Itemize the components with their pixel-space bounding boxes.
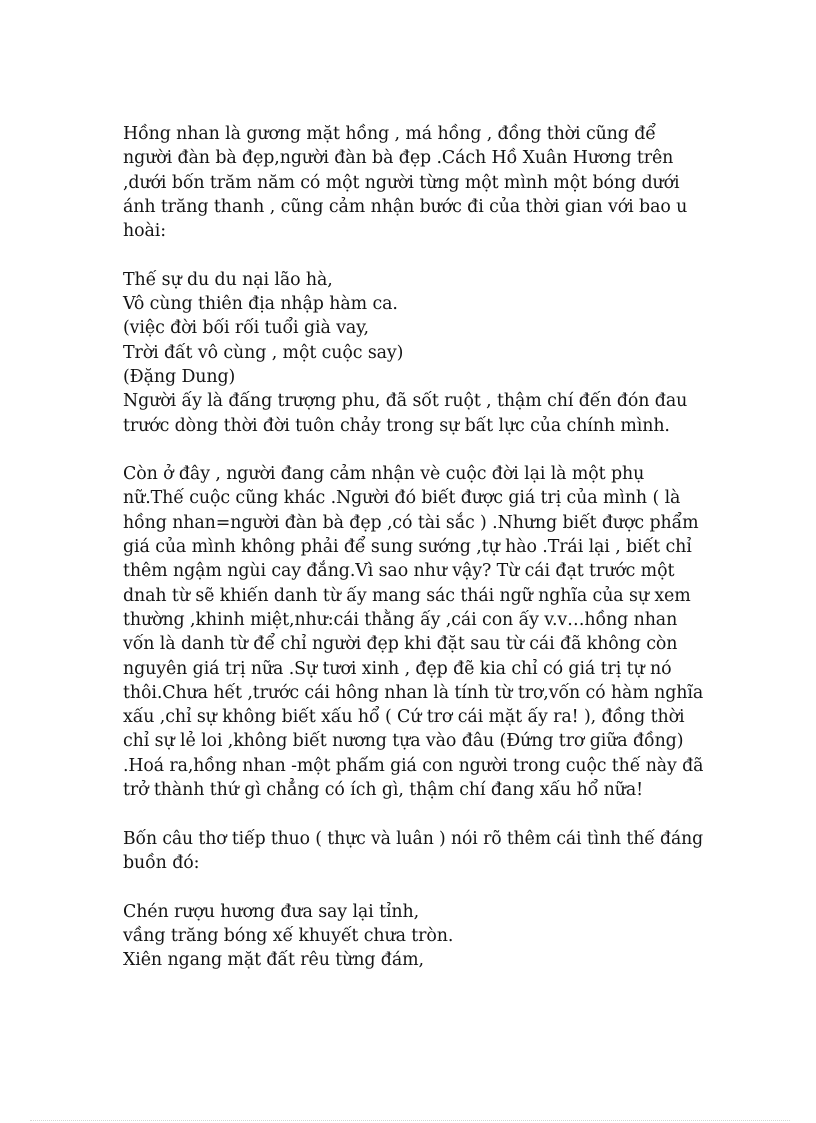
paragraph-transition <box>123 827 703 876</box>
text-line: thêm ngậm ngùi cay đắng.Vì sao như vậy? Từ cái đạt trước một <box>123 561 675 582</box>
text-line: buồn đó: <box>123 852 200 873</box>
paragraph-analysis <box>123 462 703 802</box>
paragraph-gap <box>123 438 703 462</box>
text-line: trở thành thứ gì chẳng có ích gì, thậm chí đang xấu hổ nữa! <box>123 780 643 801</box>
poem-translation-line: (việc đời bối rối tuổi già vay, <box>123 318 369 339</box>
paragraph-gap <box>123 243 703 267</box>
text-line: nữ.Thế cuộc cũng khác .Người đó biết được giá trị của mình ( là <box>123 488 681 509</box>
paragraph-gap <box>123 875 703 899</box>
text-line: Bốn câu thơ tiếp thuo ( thực và luân ) nói rõ thêm cái tình thế đáng <box>123 828 704 849</box>
text-line: xấu ,chỉ sự không biết xấu hổ ( Cứ trơ cái mặt ấy ra! ), đồng thời <box>123 707 685 728</box>
text-line: người đàn bà đẹp,người đàn bà đẹp .Cách Hồ Xuân Hương trên <box>123 148 674 169</box>
text-line: .Hoá ra,hồng nhan -một phẩm giá con người trong cuộc thế này đã <box>123 755 704 776</box>
text-line: giá của mình không phải để sung sướng ,tự hào .Trái lại , biết chỉ <box>123 537 692 558</box>
poem-line: vầng trăng bóng xế khuyết chưa tròn. <box>123 925 454 946</box>
paragraph-poem-excerpt <box>123 900 703 973</box>
text-line: nguyên giá trị nữa .Sự tươi xinh , đẹp đẽ kia chỉ có giá trị tự nó <box>123 658 672 679</box>
poem-author: (Đặng Dung) <box>123 366 236 387</box>
page-bottom-rule <box>30 1120 790 1121</box>
document-body <box>123 122 703 972</box>
text-line: thường ,khinh miệt,như:cái thằng ấy ,cái con ấy v.v…hồng nhan <box>123 609 678 630</box>
text-line: chỉ sự lẻ loi ,không biết nương tựa vào đâu (Đứng trơ giữa đồng) <box>123 731 684 752</box>
text-line: hồng nhan=người đàn bà đẹp ,có tài sắc ) .Nhưng biết được phẩm <box>123 512 699 533</box>
text-line: trước dòng thời đời tuôn chảy trong sự bất lực của chính mình. <box>123 415 670 436</box>
paragraph-gap <box>123 802 703 826</box>
text-line: thôi.Chưa hết ,trước cái hông nhan là tính từ trơ,vốn có hàm nghĩa <box>123 682 704 703</box>
poem-line: Xiên ngang mặt đất rêu từng đám, <box>123 950 424 971</box>
text-line: ,dưới bốn trăm năm có một người từng một mình một bóng dưới <box>123 172 680 193</box>
paragraph-poem-dang-dung <box>123 268 703 438</box>
text-line: Người ấy là đấng trượng phu, đã sốt ruột , thậm chí đến đón đau <box>123 391 688 412</box>
paragraph-intro <box>123 122 703 243</box>
poem-line: Chén rượu hương đưa say lại tỉnh, <box>123 901 420 922</box>
text-line: Hồng nhan là gương mặt hồng , má hồng , đồng thời cũng để <box>123 124 656 144</box>
poem-line: Vô cùng thiên địa nhập hàm ca. <box>123 294 398 315</box>
text-line: hoài: <box>123 221 166 242</box>
text-line: dnah từ sẽ khiến danh từ ấy mang sác thái ngữ nghĩa của sự xem <box>123 585 691 606</box>
text-line: vốn là danh từ để chỉ người đẹp khi đặt sau từ cái đã không còn <box>123 634 678 655</box>
poem-line: Thế sự du du nại lão hà, <box>123 269 333 290</box>
text-line: ánh trăng thanh , cũng cảm nhận bước đi của thời gian với bao u <box>123 196 688 217</box>
text-line: Còn ở đây , người đang cảm nhận vè cuộc đời lại là một phụ <box>123 464 645 485</box>
poem-translation-line: Trời đất vô cùng , một cuộc say) <box>123 342 404 363</box>
